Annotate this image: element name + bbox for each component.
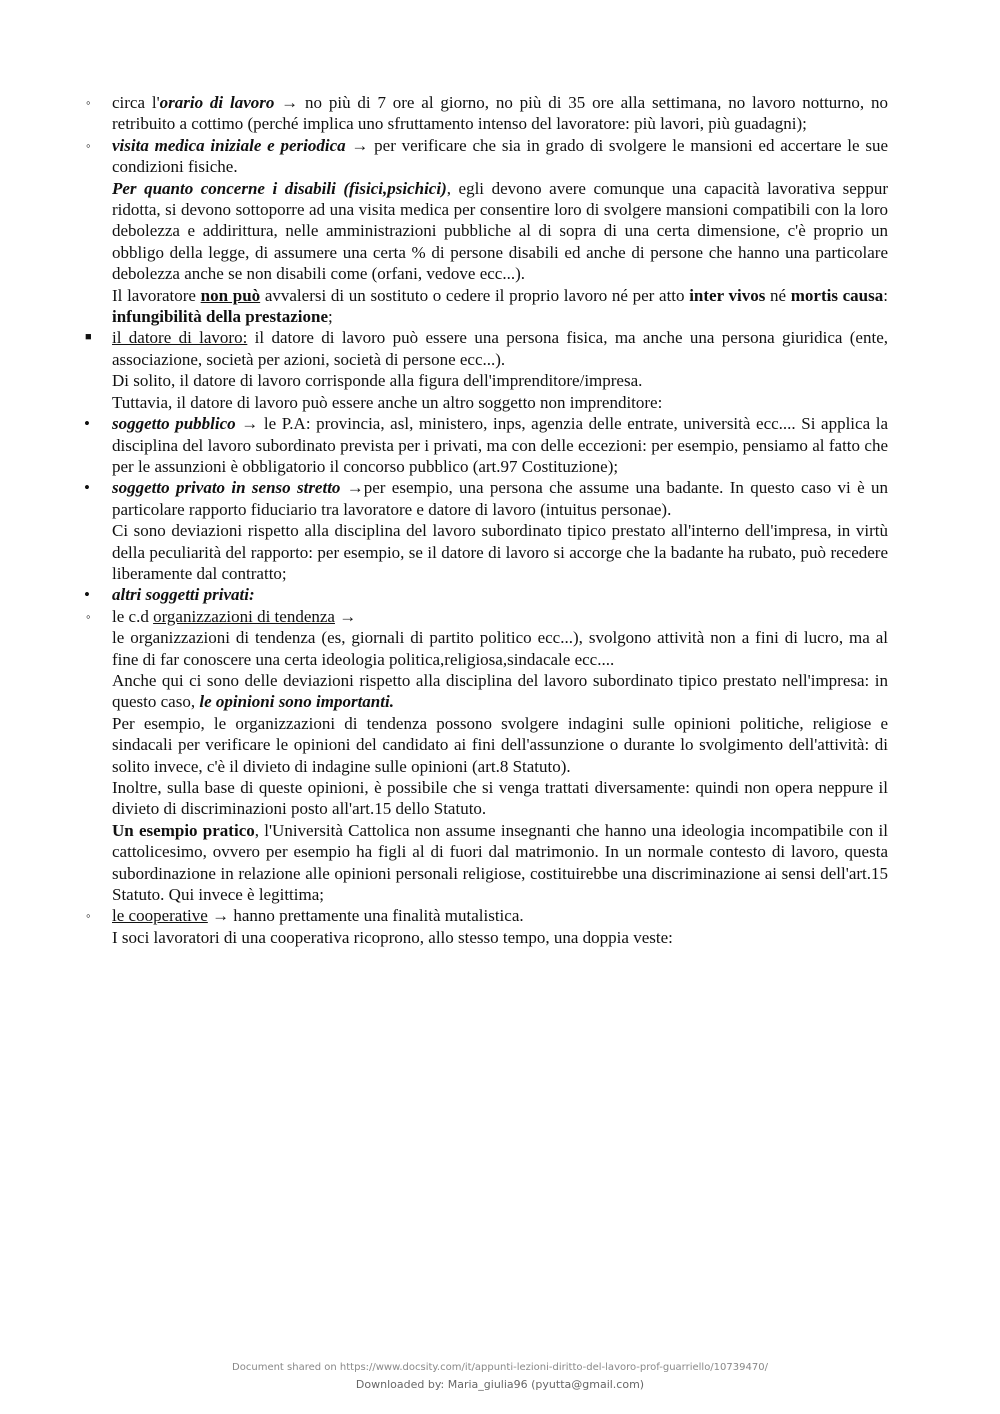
paragraph-indagini: Per esempio, le organizzazioni di tendenza possono svolgere indagini sulle opinioni politiche, religiose e sindacali per verificare le opinioni del candidato ai fini dell'assunzione o durante lo svolgimento dell'attività: di solito invece, c'è il divieto di indagine sulle opinioni (art.8 Statuto). bbox=[112, 713, 888, 776]
paragraph-disabili: Per quanto concerne i disabili (fisici,psichici), egli devono avere comunque una capacità lavorativa seppur ridotta, si devono sottoporre ad una visita medica per consentire loro di svolgere mansioni compatibili con la loro debolezza e addirittura, nelle amministrazioni pubbliche al di sopra di una certa dimensione, c'è proprio un obbligo della legge, di assumere una certa % di persone disabili ed anche di persone che hanno una particolare debolezza anche se non disabili come (orfani, vedove ecc...). bbox=[112, 178, 888, 284]
document-body bbox=[84, 92, 888, 948]
paragraph-tuttavia: Tuttavia, il datore di lavoro può essere anche un altro soggetto non imprenditore: bbox=[112, 392, 663, 412]
dot-bullet-icon: • bbox=[84, 414, 90, 434]
list-item-soggetto-pubblico: • soggetto pubblico → le P.A: provincia, asl, ministero, inps, agenzia delle entrate, università ecc.... Si applica la disciplina del lavoro subordinato prevista per i privati, ma con delle eccezioni: per esempio, pensiamo al fatto che per le assunzioni è obbligatorio il concorso pubblico (art.97 Costituzione); bbox=[84, 414, 888, 476]
list-item-altri-soggetti: • altri soggetti privati: bbox=[84, 585, 255, 605]
dot-bullet-icon: • bbox=[84, 585, 90, 605]
footer-downloaded-by: Downloaded by: Maria_giulia96 (pyutta@gmail.com) bbox=[355, 1378, 645, 1391]
paragraph-organizzazioni-definizione: le organizzazioni di tendenza (es, giornali di partito politico ecc...), svolgono attività non a fini di lucro, ma al fine di far conoscere una certa ideologia politica,religiosa,sindacale ecc.... bbox=[112, 628, 888, 669]
circle-bullet-icon: ◦ bbox=[86, 608, 91, 624]
paragraph-discriminazioni: Inoltre, sulla base di queste opinioni, è possibile che si venga trattati diversamente: quindi non opera neppure il divieto di discriminazioni posto all'art.15 dello Statuto. bbox=[112, 778, 888, 819]
list-item-cooperative: ◦ le cooperative → hanno prettamente una finalità mutalistica. bbox=[86, 906, 524, 926]
circle-bullet-icon: ◦ bbox=[86, 95, 91, 110]
list-item-soggetto-privato: • soggetto privato in senso stretto →per esempio, una persona che assume una badante. In questo caso vi è un particolare rapporto fiduciario tra lavoratore e datore di lavoro (intuitus personae). bbox=[84, 478, 888, 519]
paragraph-di-solito: Di solito, il datore di lavoro corrisponde alla figura dell'imprenditore/impresa. bbox=[112, 371, 643, 391]
list-item-orario: ◦ circa l'orario di lavoro → no più di 7 ore al giorno, no più di 35 ore alla settimana, no lavoro notturno, no retribuito a cottimo (perché implica uno sfruttamento intenso del lavoratore: più lavori, più guadagni); bbox=[86, 93, 888, 134]
paragraph-infungibilita: Il lavoratore non può avvalersi di un sostituto o cedere il proprio lavoro né per atto inter vivos né mortis causa: infungibilità della prestazione; bbox=[112, 285, 888, 327]
paragraph-soci-lavoratori: I soci lavoratori di una cooperativa ricoprono, allo stesso tempo, una doppia veste: bbox=[112, 927, 673, 947]
list-item-datore-di-lavoro: ■ il datore di lavoro: il datore di lavoro può essere una persona fisica, ma anche una persona giuridica (ente, associazione, società per azioni, società di persone ecc...). bbox=[85, 328, 888, 369]
paragraph-deviazioni-badante: Ci sono deviazioni rispetto alla disciplina del lavoro subordinato tipico prestato all'interno dell'impresa, in virtù della peculiarità del rapporto: per esempio, se il datore di lavoro si accorge che la badante ha rubato, può recedere liberamente dal contratto; bbox=[112, 521, 888, 583]
list-item-visita-medica: ◦ visita medica iniziale e periodica → per verificare che sia in grado di svolgere le mansioni ed accertare le sue condizioni fisiche. bbox=[86, 135, 888, 177]
square-bullet-icon: ■ bbox=[85, 331, 92, 344]
circle-bullet-icon: ◦ bbox=[86, 137, 91, 153]
list-item-organizzazioni-di-tendenza: ◦ le c.d organizzazioni di tendenza → bbox=[86, 606, 357, 626]
footer-shared-link[interactable]: Document shared on https://www.docsity.com/it/appunti-lezioni-diritto-del-lavoro-prof-guarriello/10739470/ bbox=[232, 1362, 768, 1373]
paragraph-esempio-pratico: Un esempio pratico, l'Università Cattolica non assume insegnanti che hanno una ideologia incompatibile con il cattolicesimo, ovvero per esempio ha figli al di fuori dal matrimonio. In un normale contesto di lavoro, questa subordinazione in relazione alle opinioni personali religiose, costituirebbe una discriminazione ai sensi dell'art.15 Statuto. Qui invece è legittima; bbox=[112, 820, 888, 905]
circle-bullet-icon: ◦ bbox=[86, 908, 91, 924]
paragraph-opinioni-importanti: Anche qui ci sono delle deviazioni rispetto alla disciplina del lavoro subordinato tipico prestato nell'impresa: in questo caso, le opinioni sono importanti. bbox=[112, 670, 888, 712]
dot-bullet-icon: • bbox=[84, 478, 90, 498]
